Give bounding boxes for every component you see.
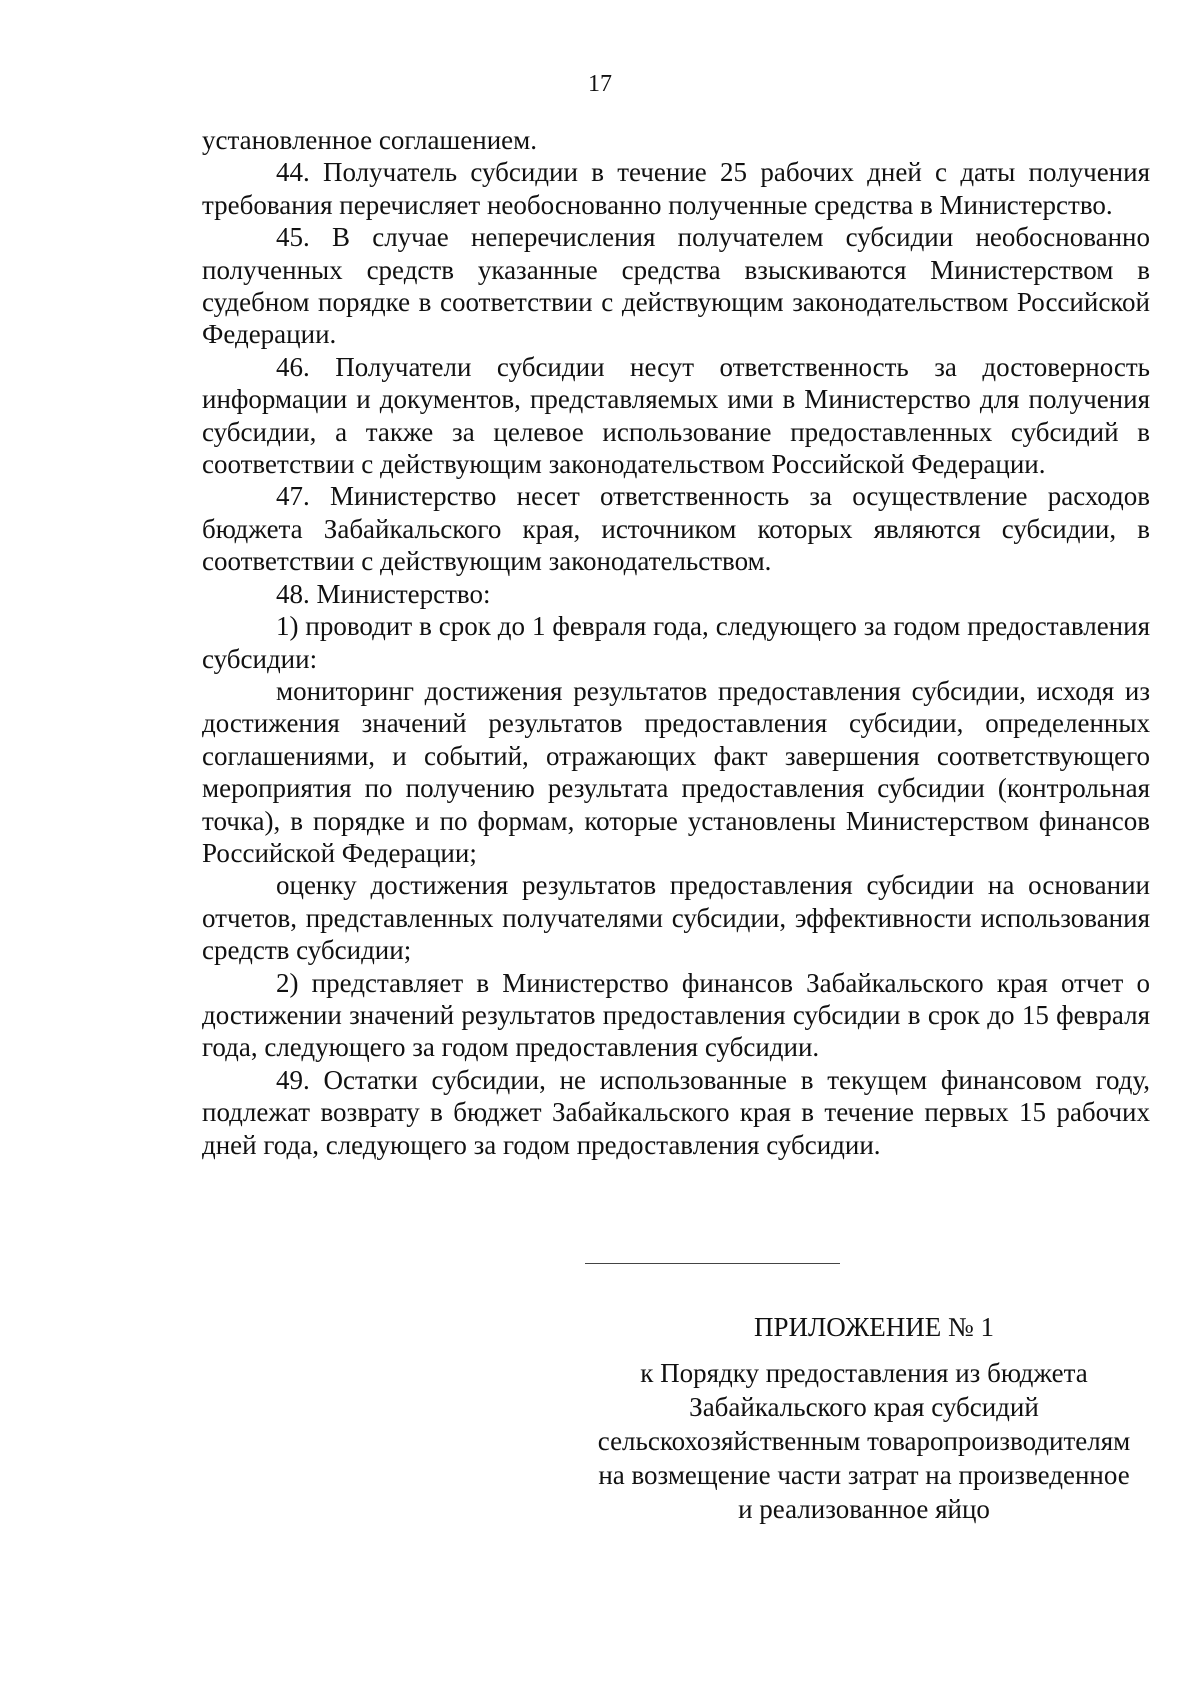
appendix-subtitle-line: Забайкальского края субсидий [689,1392,1039,1422]
document-body [202,124,1150,1161]
paragraph-48-item-2: 2) представляет в Министерство финансов Забайкальского края отчет о достижении значений результатов предоставления субсидии в срок до 15 февраля года, следующего за годом предоставления субсидии. [202,967,1150,1063]
appendix-title: ПРИЛОЖЕНИЕ № 1 [753,1312,995,1342]
appendix-subtitle [578,1356,1150,1526]
paragraph-44: 44. Получатель субсидии в течение 25 рабочих дней с даты получения требования перечисляет необоснованно полученные средства в Министерство. [202,157,1150,220]
appendix-subtitle-line: сельскохозяйственным товаропроизводителям [597,1426,1131,1456]
paragraph-48-item-1-monitoring: мониторинг достижения результатов предоставления субсидии, исходя из достижения значений результатов предоставления субсидии, определенных соглашениями, и событий, отражающих факт завершения соответствующего мероприятия по получению результата предоставления субсидии (контрольная точка), в порядке и по формам, которые установлены Министерством финансов Российской Федерации; [202,675,1150,868]
paragraph-46: 46. Получатели субсидии несут ответственность за достоверность информации и документов, представляемых ими в Министерство для получения субсидии, а также за целевое использование предоставленных субсидий в соответствии с действующим законодательством Российской Федерации. [202,351,1150,480]
paragraph-47: 47. Министерство несет ответственность за осуществление расходов бюджета Забайкальского края, источником которых являются субсидии, в соответствии с действующим законодательством. [202,481,1150,577]
section-separator [585,1263,840,1264]
paragraph-48-item-1: 1) проводит в срок до 1 февраля года, следующего за годом предоставления субсидии: [202,611,1150,674]
paragraph-48: 48. Министерство: [276,578,491,609]
paragraph-45: 45. В случае неперечисления получателем субсидии необоснованно полученных средств указанные средства взыскиваются Министерством в судебном порядке в соответствии с действующим законодательством Российской Федерации. [202,222,1150,350]
paragraph-continuation: установленное соглашением. [202,125,537,155]
appendix-subtitle-line: и реализованное яйцо [738,1494,990,1524]
page-number: 17 [588,71,612,97]
appendix-subtitle-line: к Порядку предоставления из бюджета [640,1358,1088,1388]
appendix-subtitle-line: на возмещение части затрат на произведенное [598,1460,1130,1490]
paragraph-49: 49. Остатки субсидии, не использованные в текущем финансовом году, подлежат возврату в бюджет Забайкальского края в течение первых 15 рабочих дней года, следующего за годом предоставления субсидии. [202,1064,1150,1160]
paragraph-48-item-1-evaluation: оценку достижения результатов предоставления субсидии на основании отчетов, представленных получателями субсидии, эффективности использования средств субсидии; [202,870,1150,966]
